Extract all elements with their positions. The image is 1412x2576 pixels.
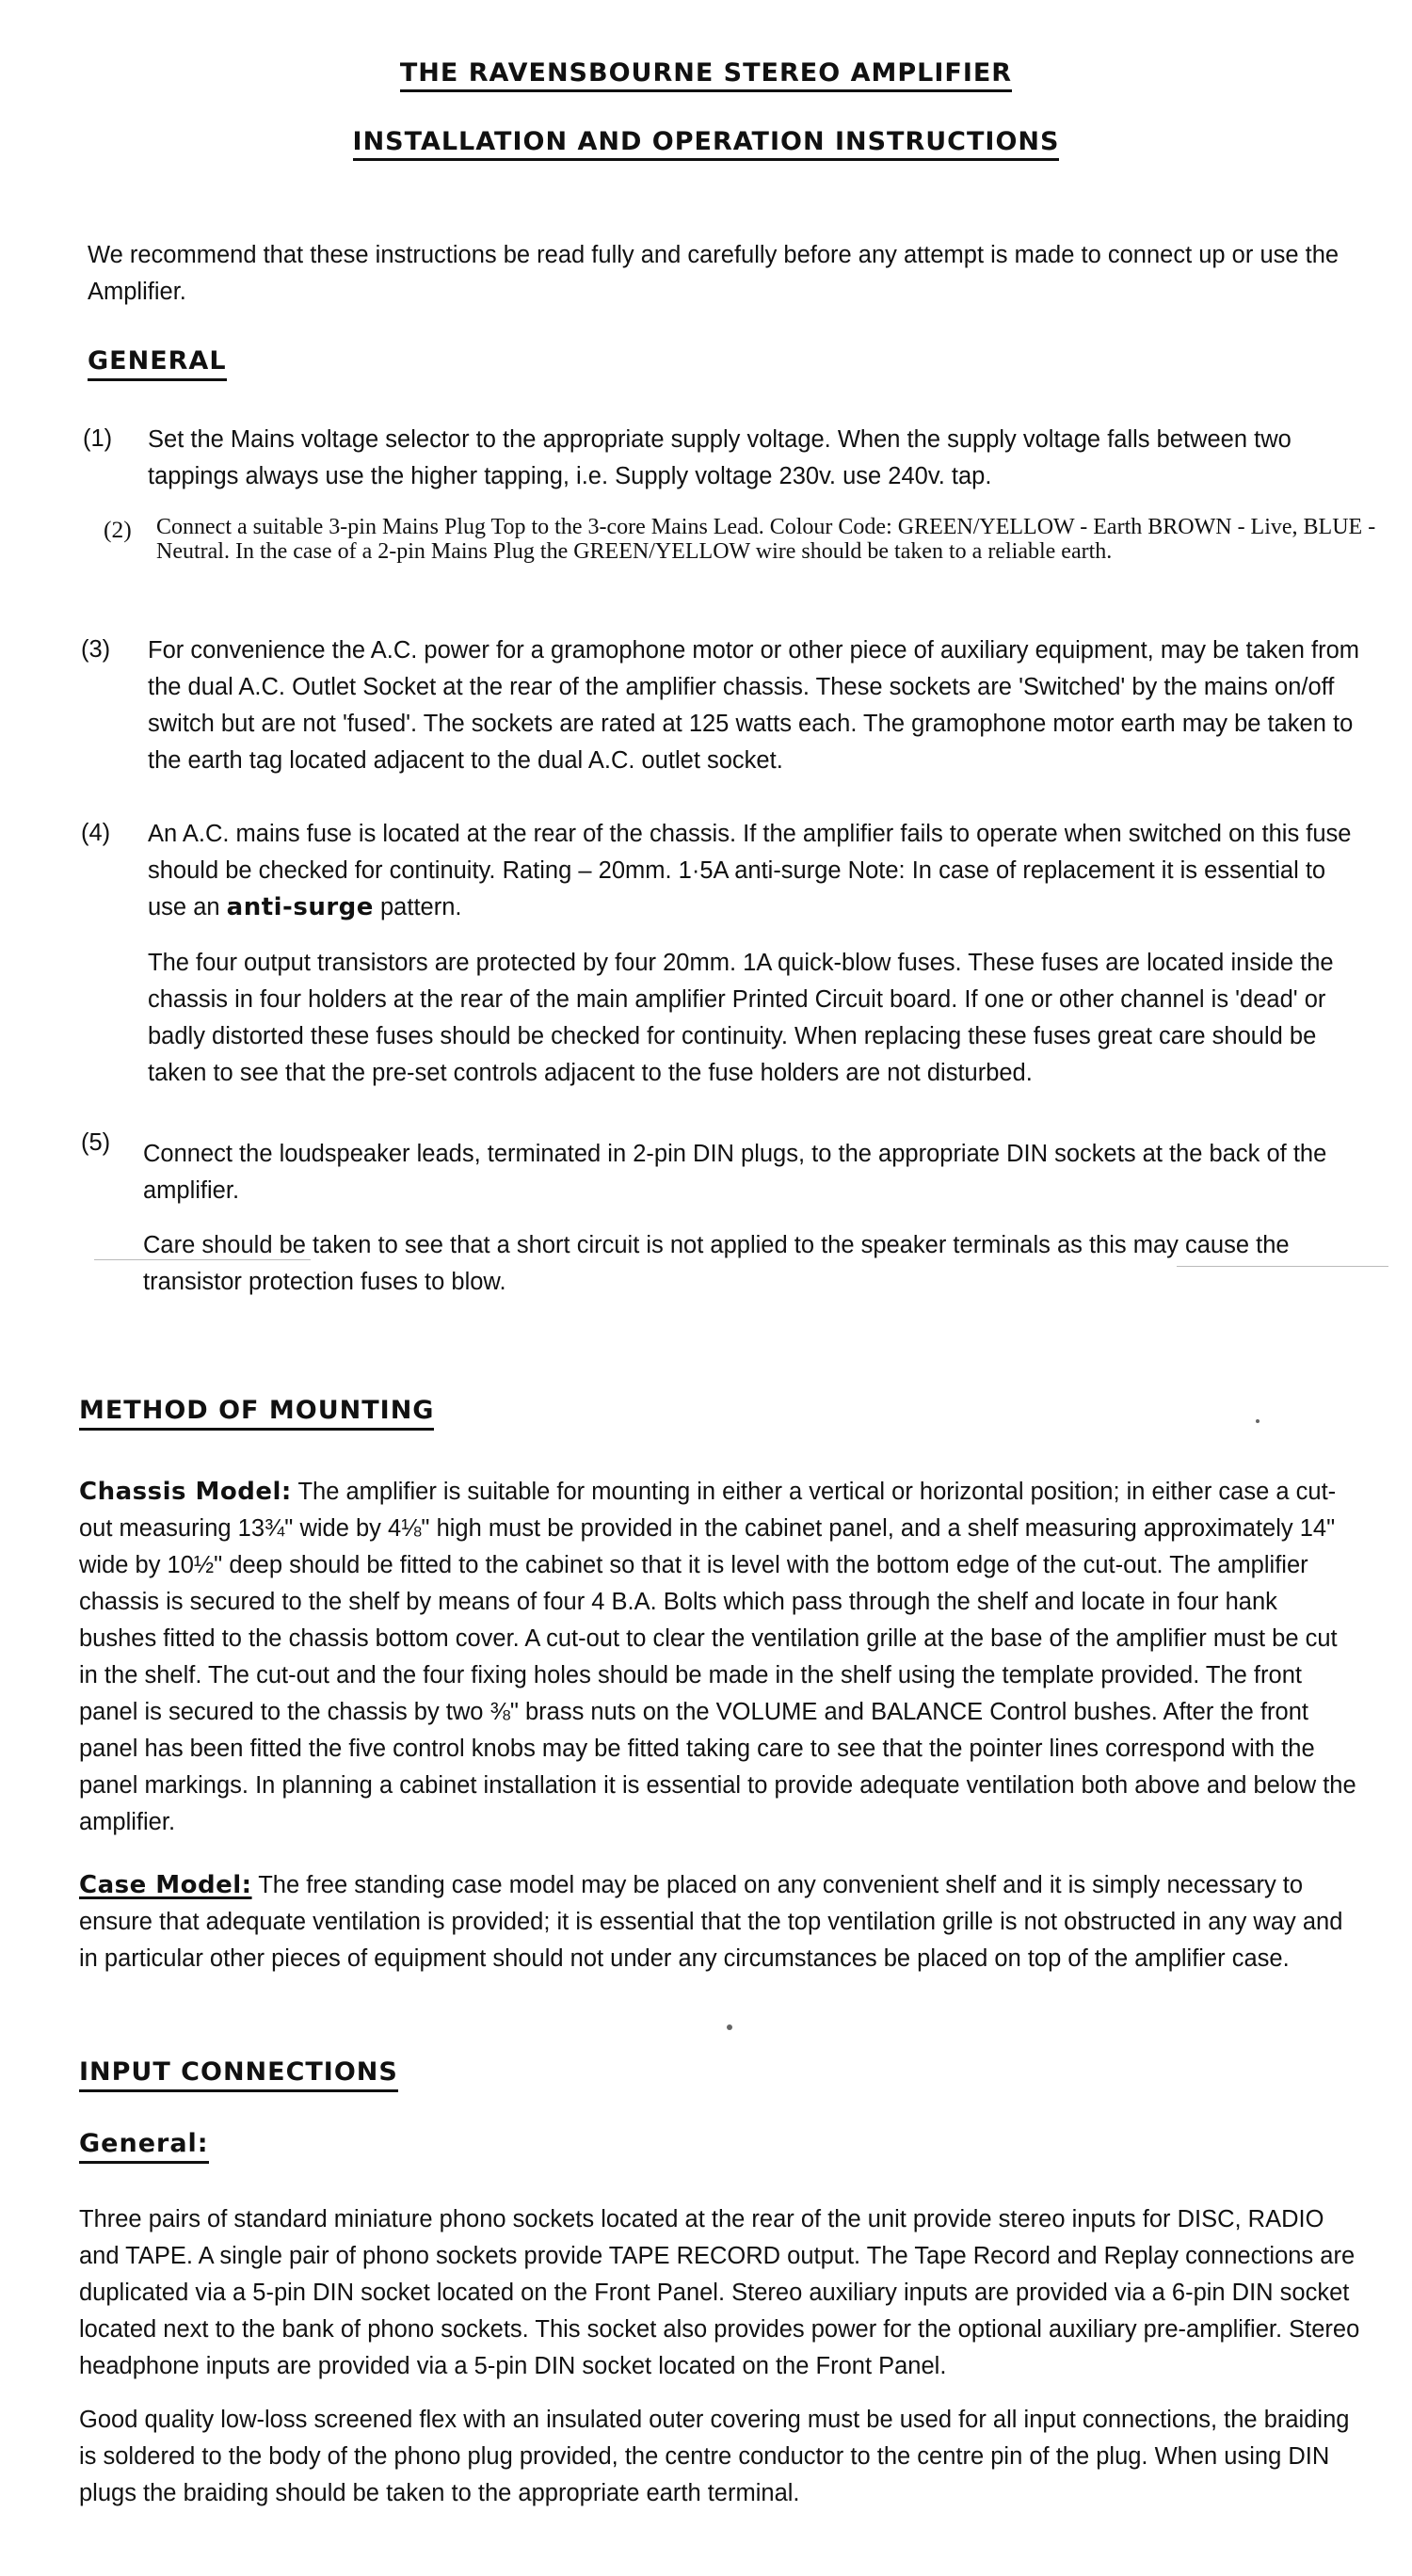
scan-speck [1256,1419,1260,1423]
item-2-number: (2) [104,516,132,543]
item-3-number: (3) [81,636,111,663]
item-1-text: Set the Mains voltage selector to the appropriate supply voltage. When the supply voltage falls between two tappings always use the higher tapping, i.e. Supply voltage 230v. use 240v. tap. [148,426,1292,489]
item-1-number: (1) [83,425,113,452]
item-5-number: (5) [81,1129,111,1156]
document-title: THE RAVENSBOURNE STEREO AMPLIFIER [0,58,1412,88]
chassis-model-paragraph: Chassis Model: The amplifier is suitable for mounting in either a vertical or horizontal position; in either case a cut-out measuring 13¾" wide by 4⅛" high must be provided in the cabinet panel, and a shelf measuring approximately 14" wide by 10½" deep should be fitted to the cabinet so that it is level with the bottom edge of the cut-out. The amplifier chassis is secured to the shelf by means of four 4 B.A. Bolts which pass through the shelf and locate in four hank bushes fitted to the chassis bottom cover. A cut-out to clear the ventilation grille at the base of the amplifier must be cut in the shelf. The cut-out and the four fixing holes should be made in the shelf using the template provided. The front panel is secured to the chassis by two ⅜" brass nuts on the VOLUME and BALANCE Control bushes. After the front panel has been fitted the five control knobs may be fitted taking care to see that the pointer lines correspond with the panel markings. In planning a cabinet installation it is essential to provide adequate ventilation both above and below the amplifier. [79,1478,1356,1835]
item-5-caution-text: Care should be taken to see that a short circuit is not applied to the speaker terminals as this may cause the transistor protection fuses to blow. [143,1232,1290,1295]
item-4-number: (4) [81,820,111,846]
input-general-subheading: General: [79,2129,209,2158]
scan-artifact-line [94,1259,311,1260]
mounting-heading: METHOD OF MOUNTING [79,1396,434,1425]
item-2-text: Connect a suitable 3-pin Mains Plug Top to the 3-core Mains Lead. Colour Code: GREEN/YELLOW - Earth BROWN - Live, BLUE - Neutral. In the case of a 2-pin Mains Plug the GREEN/YELLOW wire should be taken to a reliable earth. [156,515,1376,564]
case-model-paragraph: Case Model: The free standing case model may be placed on any convenient shelf and it is simply necessary to ensure that adequate ventilation is provided; it is essential that the top ventilation grille is not obstructed in any way and in particular other pieces of equipment should not under any circumstances be placed on top of the amplifier case. [79,1871,1343,1972]
chassis-model-label: Chassis Model: [79,1478,292,1506]
anti-surge-emphasis: anti-surge [226,893,374,921]
document-subtitle: INSTALLATION AND OPERATION INSTRUCTIONS [0,127,1412,156]
input-connections-heading: INPUT CONNECTIONS [79,2057,398,2087]
item-4-text: An A.C. mains fuse is located at the rear of the chassis. If the amplifier fails to operate when switched on this fuse should be checked for continuity. Rating – 20mm. 1·5A anti-surge Note: In case of replacement it is essential to use an anti-surge pattern. [148,821,1352,921]
scan-speck [727,2024,732,2030]
input-paragraph-1: Three pairs of standard miniature phono sockets located at the rear of the unit provide stereo inputs for DISC, RADIO and TAPE. A single pair of phono sockets provide TAPE RECORD output. The Tape Record and Replay connections are duplicated via a 5-pin DIN socket located on the Front Panel. Stereo auxiliary inputs are provided via a 6-pin DIN socket located next to the bank of phono sockets. This socket also provides power for the optional auxiliary pre-amplifier. Stereo headphone inputs are provided via a 5-pin DIN socket located on the Front Panel. [79,2206,1360,2379]
item-5-text: Connect the loudspeaker leads, terminated in 2-pin DIN plugs, to the appropriate DIN sockets at the back of the amplifier. [143,1141,1327,1204]
case-model-label: Case Model: [79,1871,252,1899]
input-paragraph-2: Good quality low-loss screened flex with an insulated outer covering must be used for all input connections, the braiding is soldered to the body of the phono plug provided, the centre conductor to the centre pin of the plug. When using DIN plugs the braiding should be taken to the appropriate earth terminal. [79,2407,1350,2506]
item-4-fuses-paragraph: The four output transistors are protected by four 20mm. 1A quick-blow fuses. These fuses are located inside the chassis in four holders at the rear of the main amplifier Printed Circuit board. If one or other channel is 'dead' or badly distorted these fuses should be checked for continuity. When replacing these fuses great care should be taken to see that the pre-set controls adjacent to the fuse holders are not disturbed. [148,950,1334,1086]
general-heading: GENERAL [88,346,227,376]
item-3-text: For convenience the A.C. power for a gramophone motor or other piece of auxiliary equipment, may be taken from the dual A.C. Outlet Socket at the rear of the amplifier chassis. These sockets are 'Switched' by the mains on/off switch but are not 'fused'. The sockets are rated at 125 watts each. The gramophone motor earth may be taken to the earth tag located adjacent to the dual A.C. outlet socket. [148,637,1360,774]
scan-artifact-line [1177,1266,1388,1267]
intro-paragraph: We recommend that these instructions be read fully and carefully before any attempt is made to connect up or use the Amplifier. [88,242,1340,305]
